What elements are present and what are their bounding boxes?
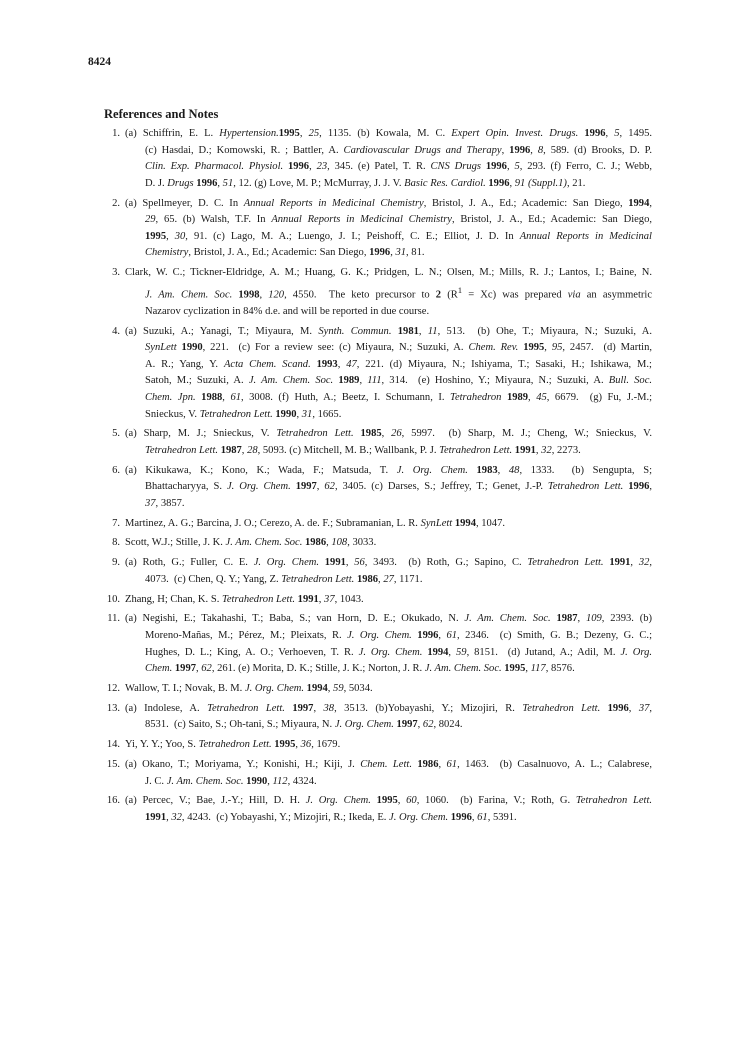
reference-number: 7. bbox=[112, 517, 120, 529]
reference-line: (a) Negishi, E.; Takahashi, T.; Baba, S.; van Horn, D. E.; Okukado, N. J. Am. Chem. Soc. 1987, 109, 2393. (b) bbox=[125, 613, 653, 625]
reference-text bbox=[125, 265, 652, 320]
reference-line: 1995, 30, 91. (c) Lago, M. A.; Luengo, J. I.; Peishoff, C. E.; Elliot, J. D. In Annual Reports in Medicinal bbox=[145, 230, 652, 242]
reference-line: (a) Sharp, M. J.; Snieckus, V. Tetrahedron Lett. 1985, 26, 5997. (b) Sharp, M. J.; Cheng, W.; Snieckus, V. bbox=[125, 428, 652, 440]
reference-line: 1991, 32, 4243. (c) Yobayashi, Y.; Mizojiri, R.; Ikeda, E. J. Org. Chem. 1996, 61, 5391. bbox=[145, 811, 517, 823]
reference-line: (a) Okano, T.; Moriyama, Y.; Konishi, H.; Kiji, J. Chem. Lett. 1986, 61, 1463. (b) Casalnuovo, A. L.; Calabrese, bbox=[125, 758, 652, 770]
reference-line: Tetrahedron Lett. 1987, 28, 5093. (c) Mitchell, M. B.; Wallbank, P. J. Tetrahedron Lett. 1991, 32, 2273. bbox=[145, 444, 581, 456]
reference-line: (a) Spellmeyer, D. C. In Annual Reports in Medicinal Chemistry, Bristol, J. A., Ed.; Academic: San Diego, 1994, bbox=[125, 197, 652, 209]
reference-line: D. J. Drugs 1996, 51, 12. (g) Love, M. P.; McMurray, J. J. V. Basic Res. Cardiol. 1996, 91 (Suppl.1), 21. bbox=[145, 177, 586, 189]
reference-text bbox=[125, 737, 652, 754]
reference-text bbox=[125, 793, 652, 826]
reference-number: 13. bbox=[106, 702, 120, 714]
reference-line: 37, 3857. bbox=[145, 497, 185, 509]
reference-number: 2. bbox=[112, 197, 120, 209]
reference-item bbox=[104, 535, 652, 552]
reference-line: (a) Roth, G.; Fuller, C. E. J. Org. Chem. 1991, 56, 3493. (b) Roth, G.; Sapino, C. Tetrahedron Lett. 1991, 32, bbox=[125, 557, 652, 569]
reference-number: 4. bbox=[112, 325, 120, 337]
reference-line: Bhattacharyya, S. J. Org. Chem. 1997, 62, 3405. (c) Darses, S.; Jeffrey, T.; Genet, J.-P. Tetrahedron Lett. 1996, bbox=[145, 481, 653, 493]
reference-item bbox=[104, 592, 652, 609]
reference-item bbox=[104, 324, 652, 424]
reference-text bbox=[125, 516, 652, 533]
reference-number: 10. bbox=[106, 593, 120, 605]
reference-line: J. C. J. Am. Chem. Soc. 1990, 112, 4324. bbox=[145, 775, 317, 787]
reference-line: Martinez, A. G.; Barcina, J. O.; Cerezo, A. de. F.; Subramanian, L. R. SynLett 1994, 1047. bbox=[125, 517, 505, 529]
reference-text bbox=[125, 701, 652, 734]
reference-text bbox=[125, 555, 652, 588]
reference-line: Clark, W. C.; Tickner-Eldridge, A. M.; Huang, G. K.; Pridgen, L. N.; Olsen, M.; Mills, R. J.; Lantos, I.; Baine, N. bbox=[125, 267, 652, 279]
reference-line: Chem. 1997, 62, 261. (e) Morita, D. K.; Stille, J. K.; Norton, J. R. J. Am. Chem. Soc. 1995, 117, 8576. bbox=[145, 663, 575, 675]
reference-text bbox=[125, 681, 652, 698]
reference-line: Zhang, H; Chan, K. S. Tetrahedron Lett. 1991, 37, 1043. bbox=[125, 593, 364, 605]
reference-line: (a) Schiffrin, E. L. Hypertension.1995, 25, 1135. (b) Kowala, M. C. Expert Opin. Invest. Drugs. 1996, 5, 1495. bbox=[125, 128, 653, 139]
reference-text bbox=[125, 611, 652, 677]
section-heading: References and Notes bbox=[104, 107, 219, 121]
reference-text bbox=[125, 592, 652, 609]
reference-text bbox=[125, 324, 652, 424]
reference-line: Hughes, D. L.; King, A. O.; Verhoeven, T. R. J. Org. Chem. 1994, 59, 8151. (d) Jutand, A.; Adil, M. J. Org. bbox=[145, 646, 652, 658]
reference-line: 4073. (c) Chen, Q. Y.; Yang, Z. Tetrahedron Lett. 1986, 27, 1171. bbox=[145, 573, 423, 585]
reference-item bbox=[104, 126, 652, 192]
reference-line: Satoh, M.; Suzuki, A. J. Am. Chem. Soc. 1989, 111, 314. (e) Hoshino, Y.; Miyaura, N.; Suzuki, A. Bull. Soc. bbox=[145, 375, 653, 387]
reference-item bbox=[104, 757, 652, 790]
reference-line: (a) Indolese, A. Tetrahedron Lett. 1997, 38, 3513. (b)Yobayashi, Y.; Mizojiri, R. Tetrahedron Lett. 1996, 37, bbox=[125, 702, 653, 714]
reference-number: 1. bbox=[112, 128, 120, 139]
reference-item bbox=[104, 555, 652, 588]
reference-line: (c) Hasdai, D.; Komowski, R. ; Battler, A. Cardiovascular Drugs and Therapy, 1996, 8, 589. (d) Brooks, D. P. bbox=[145, 144, 652, 156]
reference-number: 5. bbox=[112, 428, 120, 440]
reference-line: 29, 65. (b) Walsh, T.F. In Annual Reports in Medicinal Chemistry, Bristol, J. A., Ed.; Academic: San Diego, bbox=[145, 214, 652, 226]
reference-line: J. Am. Chem. Soc. 1998, 120, 4550. The keto precursor to 2 $(R^1 = Xc)$ was prepared via an asymmetric bbox=[145, 284, 653, 301]
reference-text bbox=[125, 196, 652, 262]
reference-line: Snieckus, V. Tetrahedron Lett. 1990, 31, 1665. bbox=[145, 408, 342, 420]
reference-number: 12. bbox=[106, 682, 120, 694]
reference-line: Scott, W.J.; Stille, J. K. J. Am. Chem. Soc. 1986, 108, 3033. bbox=[125, 537, 377, 549]
reference-number: 6. bbox=[112, 464, 120, 476]
reference-line: Moreno-Mañas, M.; Pérez, M.; Pleixats, R. J. Org. Chem. 1996, 61, 2346. (c) Smith, G. B.; Dezeny, G. C.; bbox=[145, 630, 652, 642]
reference-item bbox=[104, 265, 652, 320]
reference-text bbox=[125, 463, 652, 513]
reference-number: 8. bbox=[112, 537, 120, 549]
reference-number: 16. bbox=[106, 795, 120, 807]
reference-line: Wallow, T. I.; Novak, B. M. J. Org. Chem. 1994, 59, 5034. bbox=[125, 682, 373, 694]
reference-line: (a) Suzuki, A.; Yanagi, T.; Miyaura, M. Synth. Commun. 1981, 11, 513. (b) Ohe, T.; Miyaura, N.; Suzuki, A. bbox=[125, 325, 652, 337]
reference-text bbox=[125, 426, 652, 459]
reference-list bbox=[104, 126, 652, 830]
reference-number: 11. bbox=[107, 613, 120, 625]
reference-number: 14. bbox=[106, 739, 120, 751]
reference-line: (a) Kikukawa, K.; Kono, K.; Wada, F.; Matsuda, T. J. Org. Chem. 1983, 48, 1333. (b) Sengupta, S; bbox=[125, 464, 652, 476]
reference-text bbox=[125, 757, 652, 790]
reference-number: 9. bbox=[112, 557, 120, 569]
reference-line: Clin. Exp. Pharmacol. Physiol. 1996, 23, 345. (e) Patel, T. R. CNS Drugs 1996, 5, 293. (f) Ferro, C. J.; Webb, bbox=[145, 161, 652, 173]
reference-line: Yi, Y. Y.; Yoo, S. Tetrahedron Lett. 1995, 36, 1679. bbox=[125, 739, 341, 751]
reference-text bbox=[125, 126, 652, 192]
reference-text bbox=[125, 535, 652, 552]
page-number: 8424 bbox=[88, 56, 111, 68]
reference-item bbox=[104, 196, 652, 262]
reference-item bbox=[104, 737, 652, 754]
reference-item bbox=[104, 701, 652, 734]
reference-item bbox=[104, 681, 652, 698]
reference-item bbox=[104, 793, 652, 826]
reference-line: (a) Percec, V.; Bae, J.-Y.; Hill, D. H. J. Org. Chem. 1995, 60, 1060. (b) Farina, V.; Roth, G. Tetrahedron Lett. bbox=[125, 795, 653, 807]
reference-line: Nazarov cyclization in 84% d.e. and will be reported in due course. bbox=[145, 305, 430, 317]
reference-number: 15. bbox=[106, 758, 120, 770]
reference-line: Chemistry, Bristol, J. A., Ed.; Academic: San Diego, 1996, 31, 81. bbox=[145, 247, 425, 259]
reference-line: Chem. Jpn. 1988, 61, 3008. (f) Huth, A.; Beetz, I. Schumann, I. Tetrahedron 1989, 45, 6679. (g) Fu, J.-M.; bbox=[145, 391, 653, 403]
reference-item bbox=[104, 426, 652, 459]
reference-item bbox=[104, 463, 652, 513]
reference-line: 8531. (c) Saito, S.; Oh-tani, S.; Miyaura, N. J. Org. Chem. 1997, 62, 8024. bbox=[145, 719, 463, 731]
reference-line: SynLett 1990, 221. (c) For a review see: (c) Miyaura, N.; Suzuki, A. Chem. Rev. 1995, 95, 2457. (d) Martin, bbox=[145, 342, 652, 354]
reference-item bbox=[104, 516, 652, 533]
reference-number: 3. bbox=[112, 267, 120, 279]
reference-line: A. R.; Yang, Y. Acta Chem. Scand. 1993, 47, 221. (d) Miyaura, N.; Ishiyama, T.; Sasaki, H.; Ishikawa, M.; bbox=[145, 358, 652, 370]
reference-item bbox=[104, 611, 652, 677]
